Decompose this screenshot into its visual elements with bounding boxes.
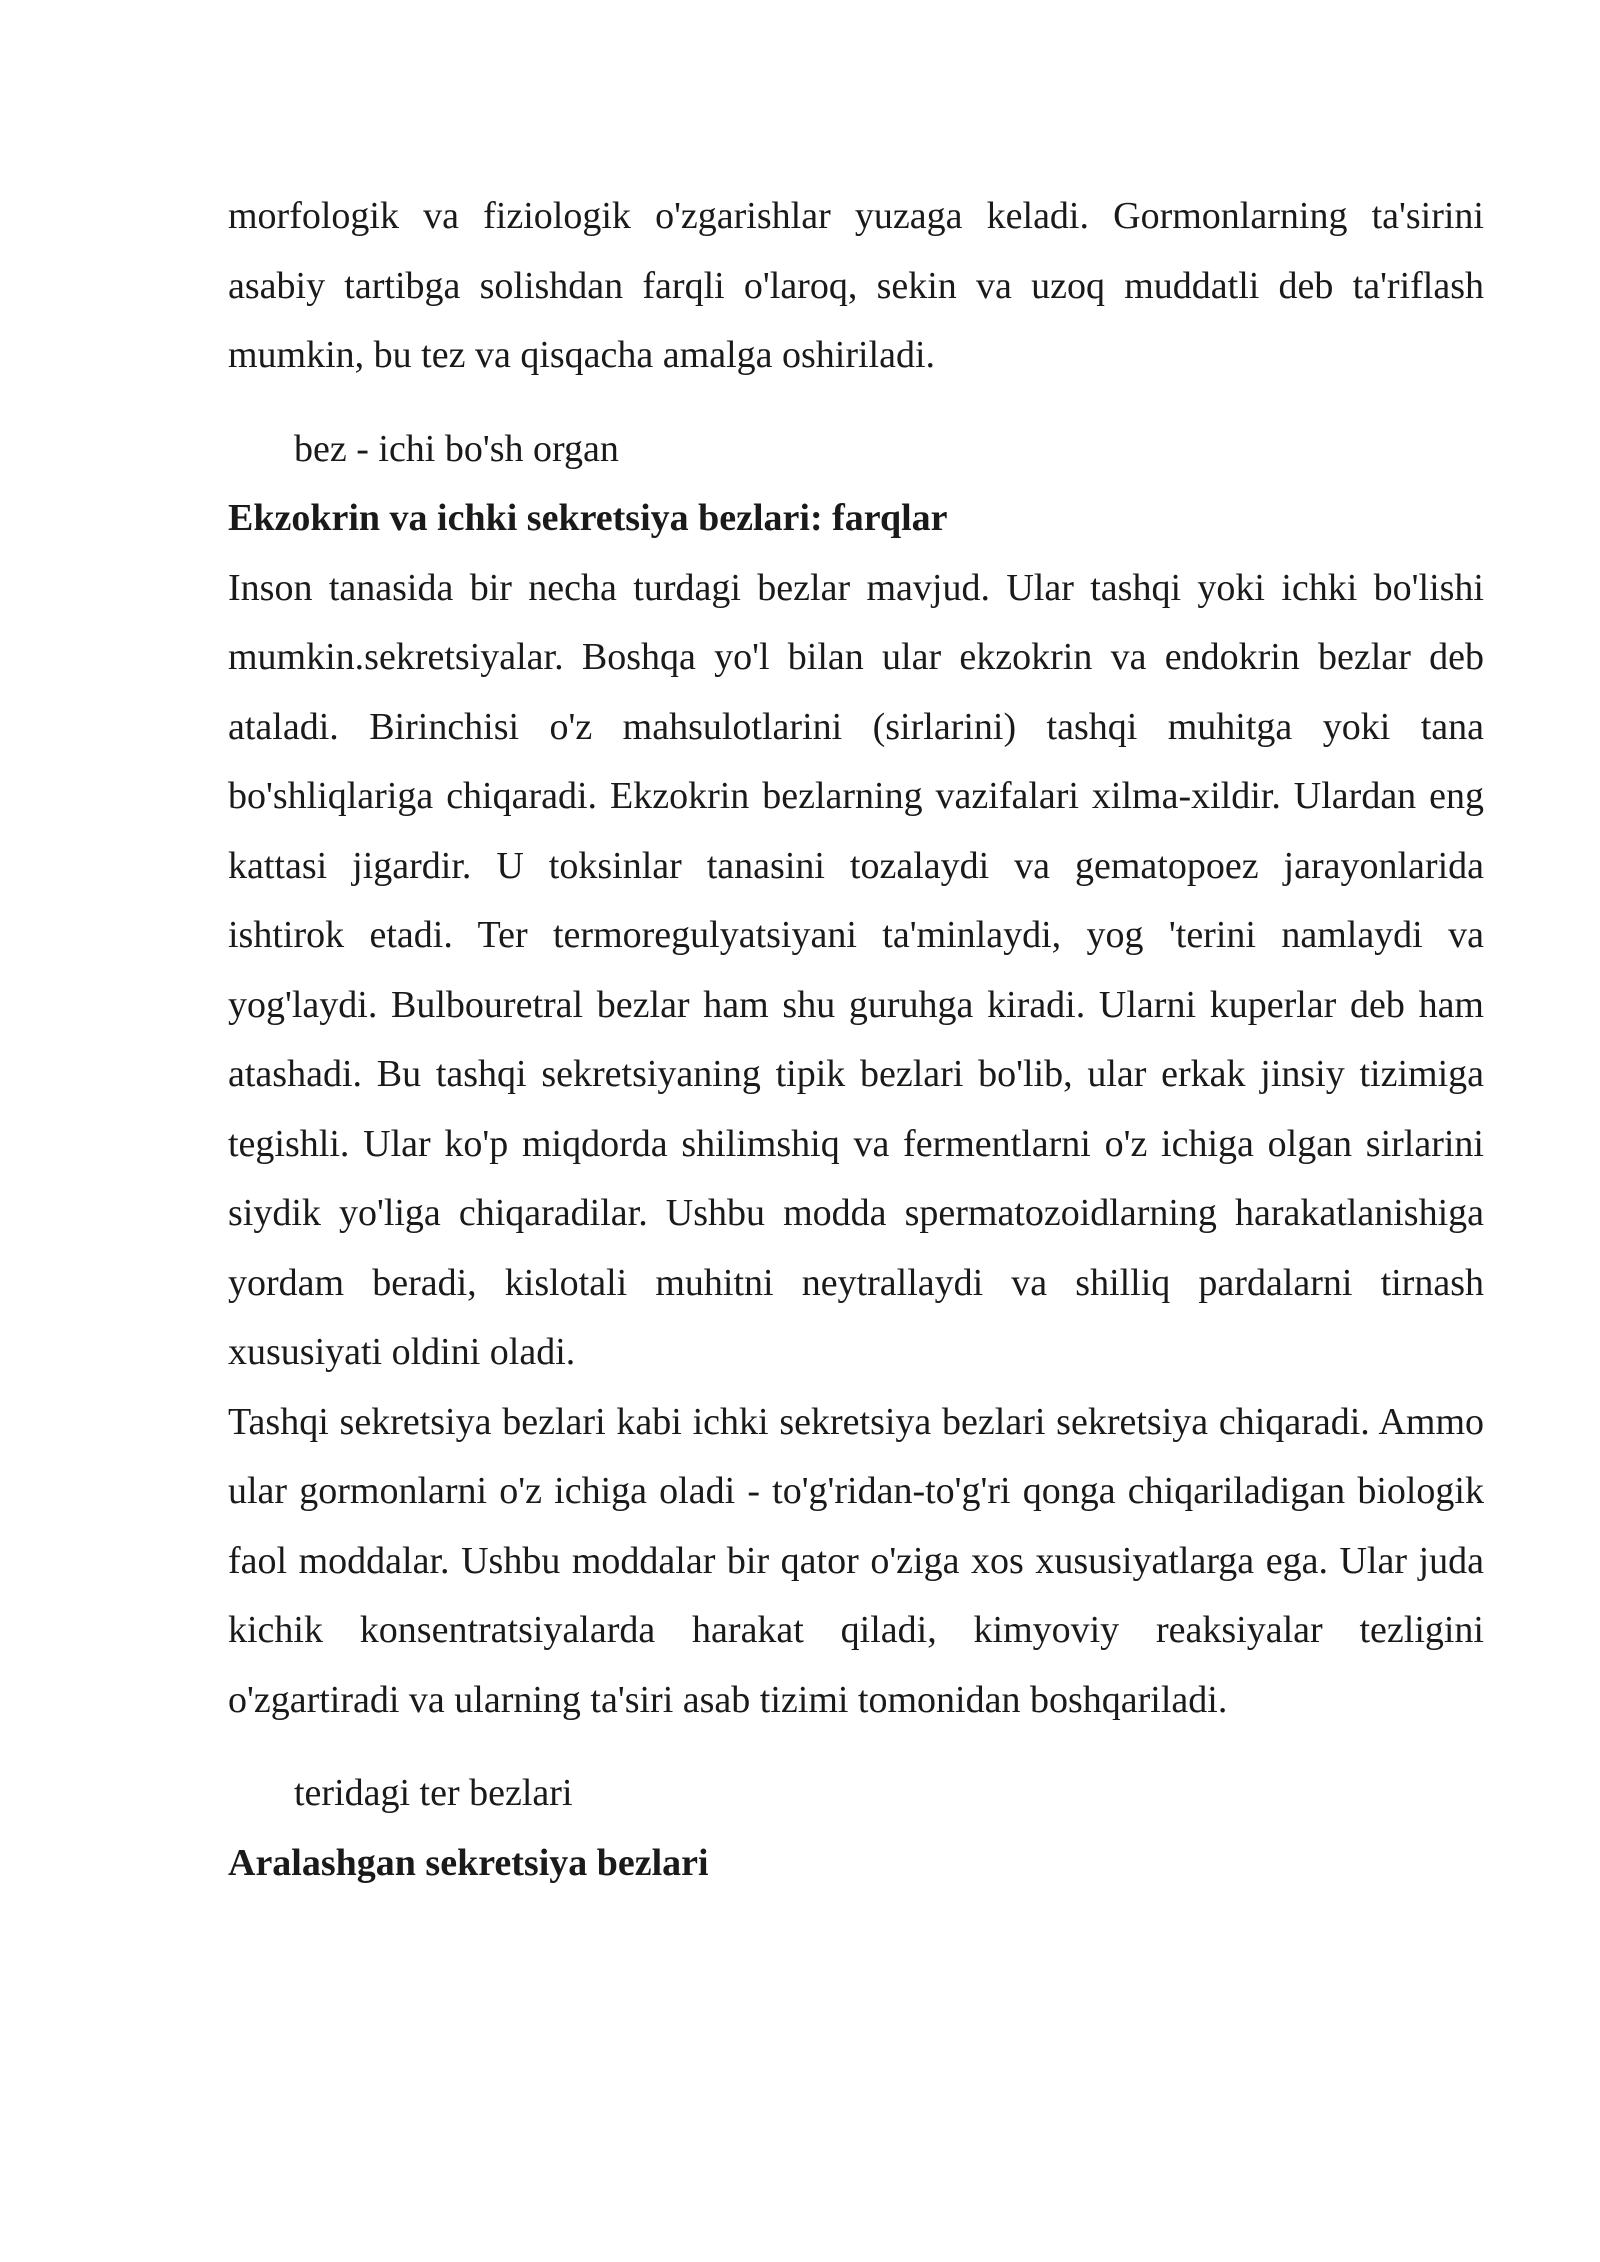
image-caption-sweat-glands: teridagi ter bezlari [294,1772,573,1814]
paragraph-intro: morfologik va fiziologik o'zgarishlar yuzaga keladi. Gormonlarning ta'sirini asabiy tartibga solishdan farqli o'laroq, sekin va uzoq muddatli deb ta'riflash mumkin, bu tez va qisqacha amalga oshiriladi. [228,195,1484,376]
document-page [228,182,1484,1898]
paragraph-endocrine-glands: Tashqi sekretsiya bezlari kabi ichki sekretsiya bezlari sekretsiya chiqaradi. Ammo ular gormonlarni o'z ichiga oladi - to'g'ridan-to'g'ri qonga chiqariladigan biologik faol moddalar. Ushbu moddalar bir qator o'ziga xos xususiyatlarga ega. Ular juda kichik konsentratsiyalarda harakat qiladi, kimyoviy reaksiyalar tezligini o'zgartiradi va ularning ta'siri asab tizimi tomonidan boshqariladi. [228,1400,1484,1721]
image-caption-hollow-organ: bez - ichi bo'sh organ [294,427,619,470]
section-heading-mixed-glands: Aralashgan sekretsiya bezlari [228,1841,709,1884]
section-heading-differences: Ekzokrin va ichki sekretsiya bezlari: farqlar [228,497,948,539]
paragraph-exocrine-glands: Inson tanasida bir necha turdagi bezlar mavjud. Ular tashqi yoki ichki bo'lishi mumkin.sekretsiyalar. Boshqa yo'l bilan ular ekzokrin va endokrin bezlar deb ataladi. Birinchisi o'z mahsulotlarini (sirlarini) tashqi muhitga yoki tana bo'shliqlariga chiqaradi. Ekzokrin bezlarning vazifalari xilma-xildir. Ulardan eng kattasi jigardir. U toksinlar tanasini tozalaydi va gematopoez jarayonlarida ishtirok etadi. Ter termoregulyatsiyani ta'minlaydi, yog 'terini namlaydi va yog'laydi. Bulbouretral bezlar ham shu guruhga kiradi. Ularni kuperlar deb ham atashadi. Bu tashqi sekretsiyaning tipik bezlari bo'lib, ular erkak jinsiy tizimiga tegishli. Ular ko'p miqdorda shilimshiq va fermentlarni o'z ichiga olgan sirlarini siydik yo'liga chiqaradilar. Ushbu modda spermatozoidlarning harakatlanishiga yordam beradi, kislotali muhitni neytrallaydi va shilliq pardalarni tirnash xususiyati oldini oladi. [228,566,1484,1373]
